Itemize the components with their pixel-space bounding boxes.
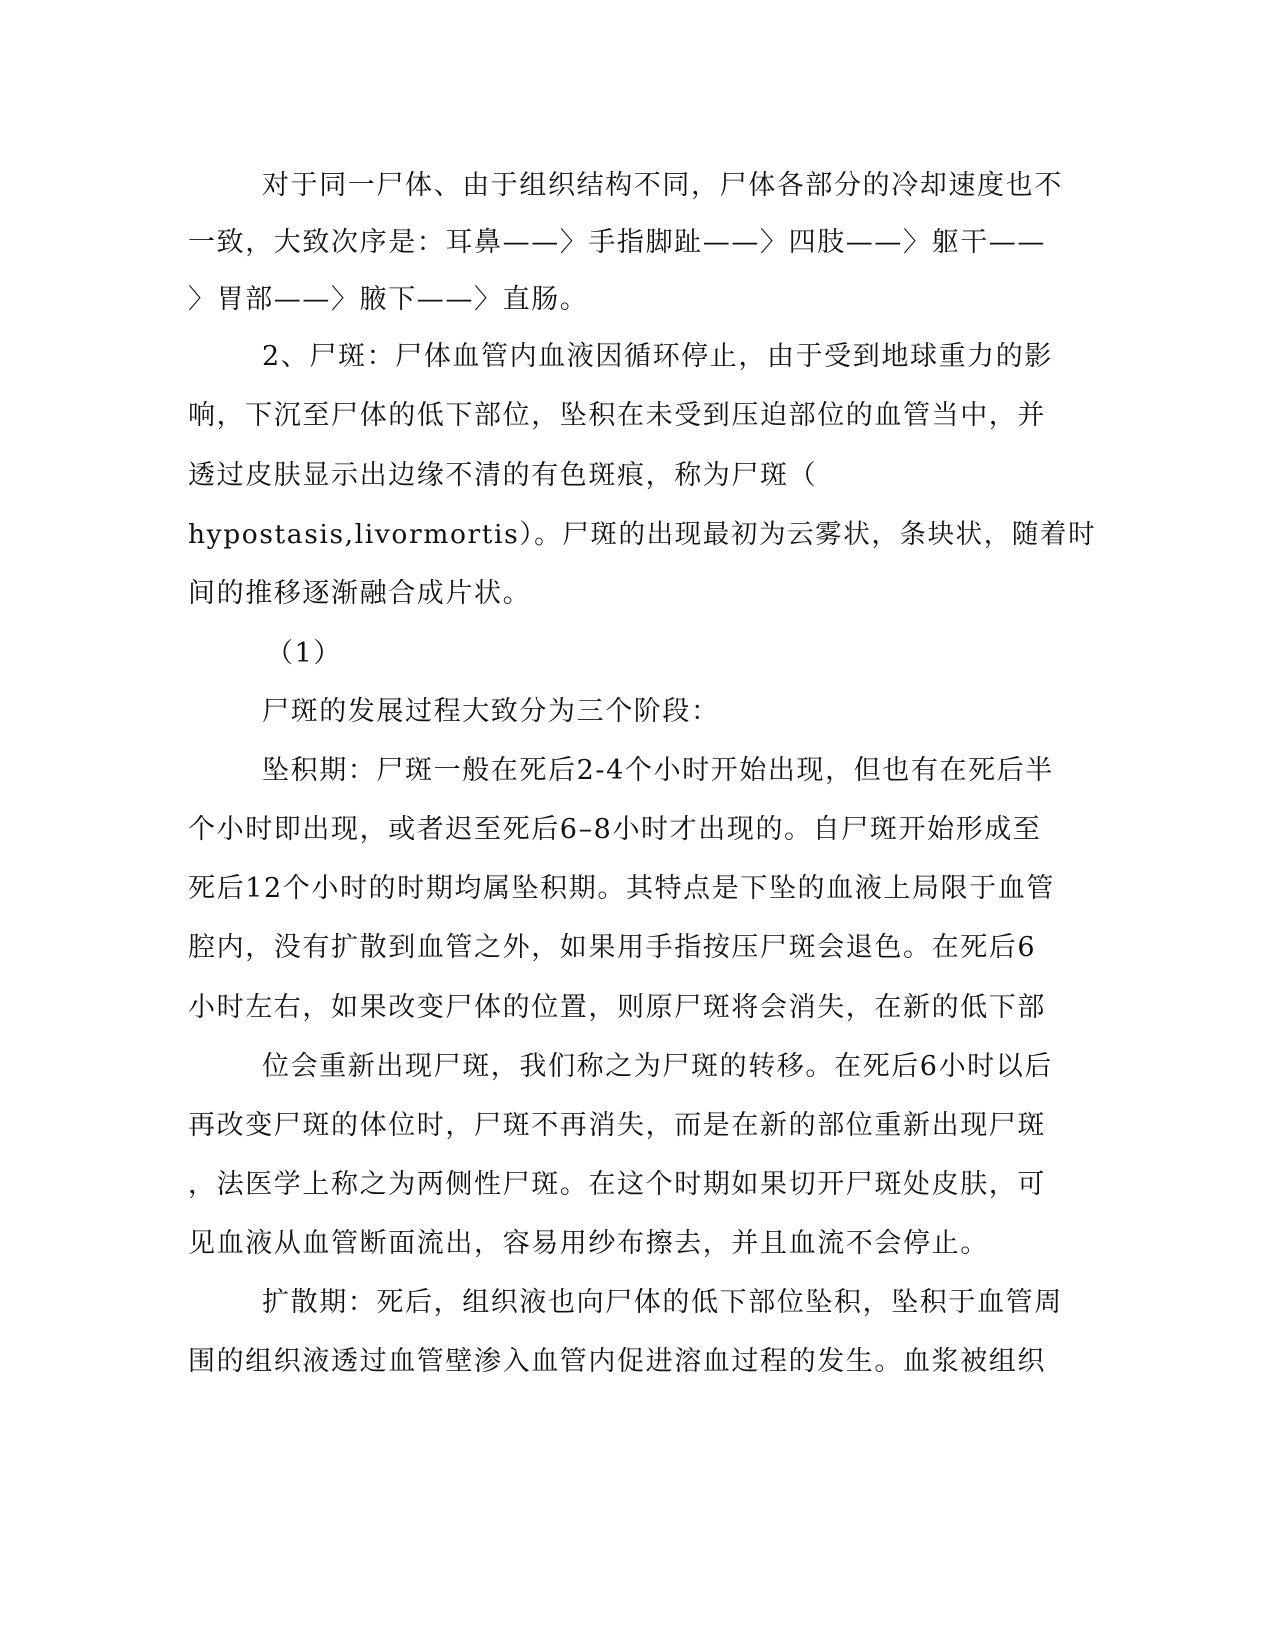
text-line: 位会重新出现尸斑，我们称之为尸斑的转移。在死后6小时以后 [262,1051,1053,1082]
text-line: 〉胃部——〉腋下——〉直肠。 [188,284,589,315]
text-line: 响，下沉至尸体的低下部位，坠积在未受到压迫部位的血管当中，并 [188,400,1046,431]
text-line: 尸斑的发展过程大致分为三个阶段： [262,696,720,727]
text-line: 透过皮肤显示出边缘不清的有色斑痕，称为尸斑（ [188,460,818,491]
text-line: 小时左右，如果改变尸体的位置，则原尸斑将会消失，在新的低下部 [188,992,1046,1023]
text-line: 一致，大致次序是：耳鼻——〉手指脚趾——〉四肢——〉躯干—— [188,227,1046,258]
text-line: 扩散期：死后，组织液也向尸体的低下部位坠积，坠积于血管周 [262,1287,1063,1318]
text-line: hypostasis,livormortis）。尸斑的出现最初为云雾状，条块状，随着时 [188,519,1097,550]
text-line: 见血液从血管断面流出，容易用纱布擦去，并且血流不会停止。 [188,1228,989,1259]
text-line: 围的组织液透过血管壁渗入血管内促进溶血过程的发生。血浆被组织 [188,1346,1046,1377]
text-line: 间的推移逐渐融合成片状。 [188,578,532,609]
text-line: 死后12个小时的时期均属坠积期。其特点是下坠的血液上局限于血管 [188,873,1055,904]
text-line: 坠积期：尸斑一般在死后2-4个小时开始出现，但也有在死后半 [262,755,1054,786]
text-line: 个小时即出现，或者迟至死后6–8小时才出现的。自尸斑开始形成至 [188,814,1042,845]
text-line: 再改变尸斑的体位时，尸斑不再消失，而是在新的部位重新出现尸斑 [188,1110,1046,1141]
text-line: 2、尸斑：尸体血管内血液因循环停止，由于受到地球重力的影 [262,341,1053,372]
text-line: 腔内，没有扩散到血管之外，如果用手指按压尸斑会退色。在死后6 [188,932,1037,963]
text-line: （1） [266,638,342,669]
text-line: ，法医学上称之为两侧性尸斑。在这个时期如果切开尸斑处皮肤，可 [188,1169,1046,1200]
text-line: 对于同一尸体、由于组织结构不同，尸体各部分的冷却速度也不 [262,170,1063,201]
